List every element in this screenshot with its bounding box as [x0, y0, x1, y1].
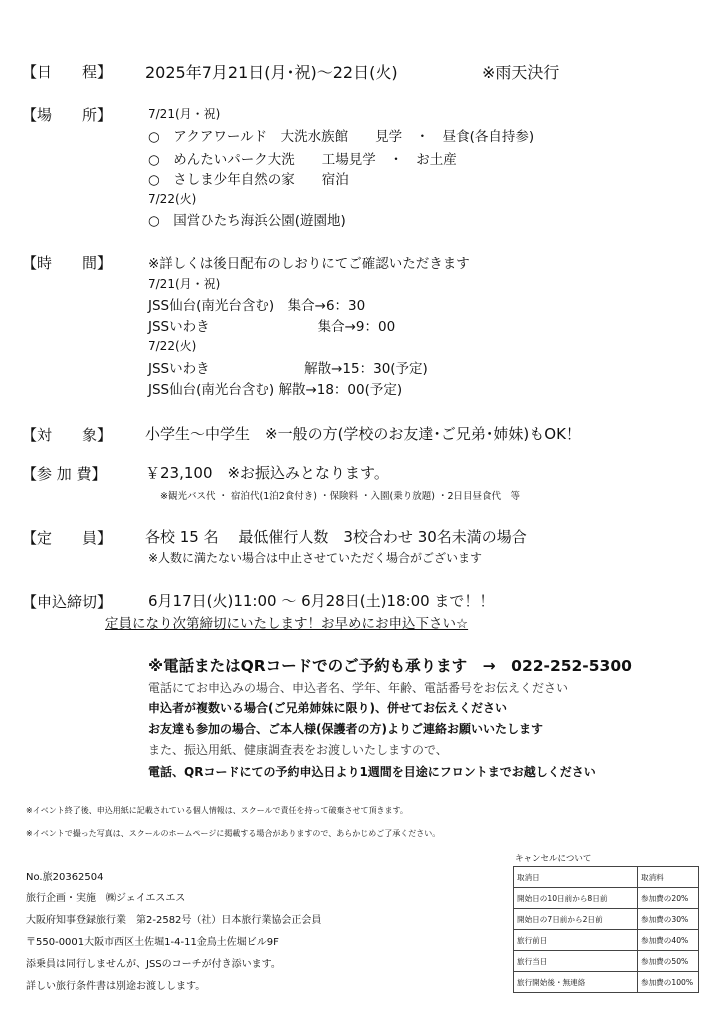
table-row [514, 972, 699, 993]
time-row: JSS仙台(南光台含む) 集合→6：30 [148, 298, 366, 314]
table-cell: 参加費の100% [638, 972, 699, 993]
contact-line: 電話にてお申込みの場合、申込者名、学年、年齢、電話番号をお伝えください [148, 681, 569, 695]
contact-line: 電話、QRコードにての予約申込日より1週間を目途にフロントまでお越しください [148, 765, 596, 779]
table-cell: 参加費の30% [638, 909, 699, 930]
address: 〒550-0001大阪市西区土佐堀1-4-11金鳥土佐堀ビル9F [26, 937, 279, 948]
place-item: ○ アクアワールド 大洗水族館 見学 ・ 昼食(各自持参) [148, 129, 535, 145]
deadline-value: 6月17日(火)11:00 ～ 6月28日(土)18:00 まで！！ [148, 592, 495, 610]
capacity-label: 【定 員】 [22, 529, 113, 547]
schedule-value: 2025年7月21日(月･祝)～22日(火) [145, 63, 398, 82]
table-header-row [514, 867, 699, 888]
deadline-note: 定員になり次第締切にいたします！お早めにお申込下さい☆ [105, 616, 469, 632]
table-header-cell: 取消日 [514, 867, 638, 888]
capacity-note: ※人数に満たない場合は中止させていただく場合がございます [148, 551, 483, 565]
table-row [514, 888, 699, 909]
table-cell: 開始日の7日前から2日前 [514, 909, 638, 930]
registration-number: No.旅20362504 [26, 872, 104, 883]
license: 大阪府知事登録旅行業 第2-2582号（社）日本旅行業協会正会員 [26, 915, 322, 926]
fee-note: ※観光バス代 ・ 宿泊代(1泊2食付き) ・保険料 ・入園(乗り放題) ・2日目昼食代 等 [160, 491, 521, 502]
table-cell: 旅行前日 [514, 930, 638, 951]
escort-note: 添乗員は同行しませんが、JSSのコーチが付き添います。 [26, 959, 281, 970]
time-label: 【時 間】 [22, 254, 113, 272]
time-row: JSSいわき 集合→9：00 [148, 319, 396, 335]
place-date-1: 7/21(月・祝) [148, 107, 221, 121]
privacy-notice: ※イベント終了後、申込用紙に記載されている個人情報は、スクールで責任を持って破棄させて頂きます。 [26, 806, 408, 815]
place-date-2: 7/22(火) [148, 192, 197, 206]
place-item: ○ めんたいパーク大洗 工場見学 ・ お土産 [148, 152, 457, 168]
time-date-1: 7/21(月・祝) [148, 277, 221, 291]
table-cell: 開始日の10日前から8日前 [514, 888, 638, 909]
terms-note: 詳しい旅行条件書は別途お渡しします。 [26, 981, 206, 992]
table-row [514, 951, 699, 972]
contact-line: お友達も参加の場合、ご本人様(保護者の方)よりご連絡お願いいたします [148, 722, 543, 736]
table-row [514, 909, 699, 930]
table-header-cell: 取消料 [638, 867, 699, 888]
cancel-table [513, 866, 699, 993]
schedule-note: ※雨天決行 [482, 63, 560, 82]
place-item: ○ さしま少年自然の家 宿泊 [148, 172, 349, 188]
table-cell: 旅行開始後・無連絡 [514, 972, 638, 993]
table-cell: 参加費の20% [638, 888, 699, 909]
time-note: ※詳しくは後日配布のしおりにてご確認いただきます [148, 256, 470, 272]
table-cell: 旅行当日 [514, 951, 638, 972]
cancel-title: キャンセルについて [515, 854, 592, 864]
table-row [514, 930, 699, 951]
contact-line: また、振込用紙、健康調査表をお渡しいたしますので、 [148, 743, 448, 757]
target-value: 小学生～中学生 ※一般の方(学校のお友達･ご兄弟･姉妹)もOK！ [145, 425, 581, 443]
target-label: 【対 象】 [22, 426, 113, 444]
time-date-2: 7/22(火) [148, 339, 197, 353]
photo-notice: ※イベントで撮った写真は、スクールのホームページに掲載する場合がありますので、あらかじめご了承ください。 [26, 829, 441, 838]
fee-label: 【参 加 費】 [22, 465, 107, 483]
organizer: 旅行企画・実施 ㈱ジェイエスエス [26, 893, 186, 904]
time-row: JSSいわき 解散→15：30(予定) [148, 361, 428, 377]
capacity-value: 各校 15 名 最低催行人数 3校合わせ 30名未満の場合 [145, 528, 527, 546]
table-cell: 参加費の40% [638, 930, 699, 951]
contact-headline: ※電話またはQRコードでのご予約も承ります → 022-252-5300 [148, 657, 632, 675]
time-row: JSS仙台(南光台含む) 解散→18：00(予定) [148, 382, 403, 398]
fee-value: ￥23,100 ※お振込みとなります。 [145, 464, 389, 482]
place-label: 【場 所】 [22, 106, 113, 124]
table-cell: 参加費の50% [638, 951, 699, 972]
contact-line: 申込者が複数いる場合(ご兄弟姉妹に限り)、併せてお伝えください [148, 701, 507, 715]
deadline-label: 【申込締切】 [22, 593, 113, 611]
place-item: ○ 国営ひたち海浜公園(遊園地) [148, 213, 346, 229]
schedule-label: 【日 程】 [22, 63, 113, 81]
